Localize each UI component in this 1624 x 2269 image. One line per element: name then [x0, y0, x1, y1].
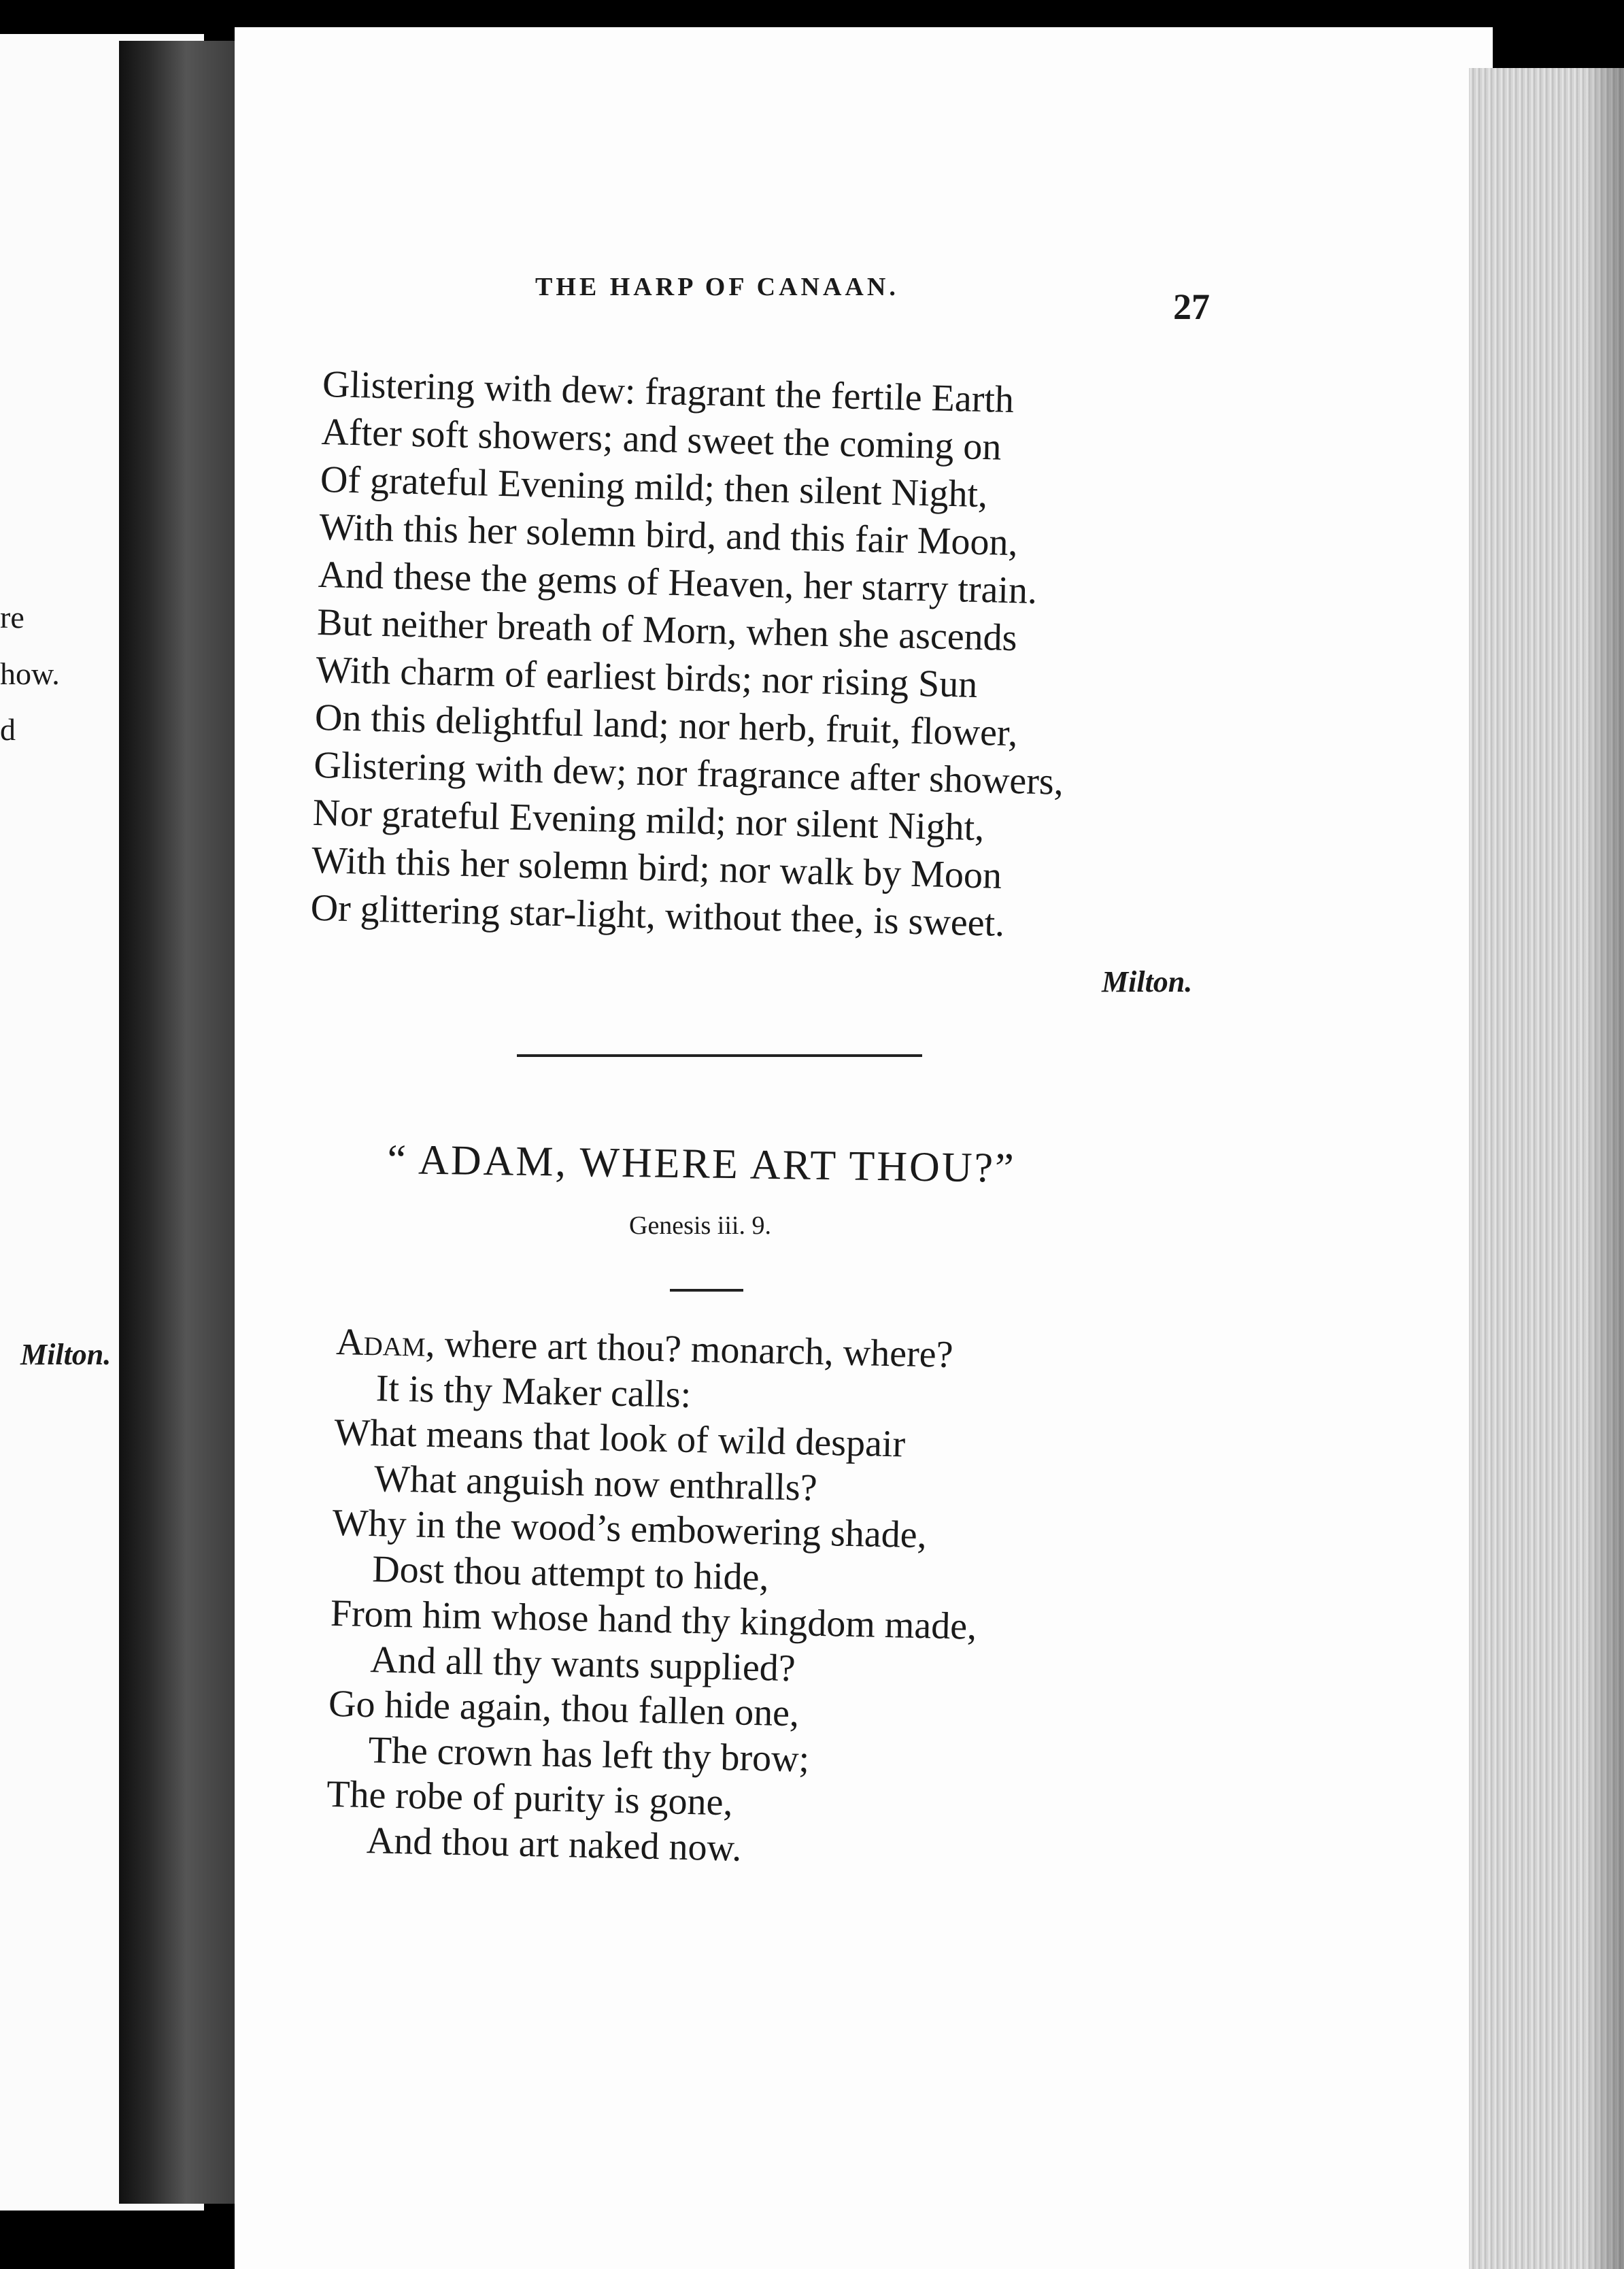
poem-line: And thou art naked now. — [366, 1819, 743, 1870]
poem-line: The crown has left thy brow; — [368, 1728, 810, 1781]
poem-excerpt — [310, 360, 1343, 955]
page-content — [235, 27, 1493, 2269]
poem-line: Or glittering star-light, without thee, is sweet. — [310, 886, 1005, 945]
page-number: 27 — [1173, 286, 1210, 327]
poem-line: Dost thou attempt to hide, — [371, 1547, 770, 1598]
book-gutter — [119, 41, 241, 2204]
left-fragment: how. — [0, 656, 60, 691]
scripture-reference: Genesis iii. 9. — [629, 1211, 771, 1240]
first-word: Adam — [335, 1320, 426, 1365]
main-page — [235, 27, 1493, 2269]
poem-attribution: Milton. — [1102, 965, 1193, 998]
title-rule — [670, 1289, 743, 1292]
poem-body — [325, 1320, 1288, 1882]
first-line-rest: , where art thou? monarch, where? — [425, 1322, 954, 1376]
poem-line: Why in the wood’s embowering shade, — [332, 1501, 928, 1557]
section-divider — [517, 1054, 922, 1057]
poem-line: From him whose hand thy kingdom made, — [330, 1592, 977, 1648]
poem-line: With charm of earliest birds; nor rising Sun — [315, 648, 979, 706]
left-attribution: Milton. — [20, 1338, 112, 1371]
left-fragment: d — [0, 712, 16, 747]
poem-title: “ ADAM, WHERE ART THOU?” — [387, 1136, 1017, 1192]
poem-line: What anguish now enthralls? — [373, 1457, 818, 1509]
poem-line: But neither breath of Morn, when she ascends — [316, 601, 1018, 660]
poem-line: On this delightful land; nor herb, fruit, flower, — [314, 696, 1019, 755]
poem-line: And all thy wants supplied? — [369, 1638, 796, 1690]
poem-line: The robe of purity is gone, — [326, 1772, 734, 1824]
poem-line: With this her solemn bird, and this fair Moon, — [318, 505, 1019, 565]
poem-line: What means that look of wild despair — [333, 1411, 906, 1466]
poem-line: Nor grateful Evening mild; nor silent Night, — [312, 791, 985, 850]
poem-line: With this her solemn bird; nor walk by Moon — [311, 839, 1002, 897]
poem-line: After soft showers; and sweet the coming on — [320, 410, 1002, 469]
poem-line: Glistering with dew; nor fragrance after showers, — [313, 743, 1064, 803]
poem-line: Glistering with dew: fragrant the fertile Earth — [322, 363, 1015, 422]
poem-line: And these the gems of Heaven, her starry train. — [318, 553, 1038, 612]
page-edges-shadow — [1585, 68, 1624, 2269]
left-fragment: re — [0, 600, 24, 635]
poem-line: Go hide again, thou fallen one, — [328, 1682, 800, 1735]
running-title: THE HARP OF CANAAN. — [535, 273, 899, 301]
poem-line: Of grateful Evening mild; then silent Night, — [320, 458, 988, 516]
poem-line: It is thy Maker calls: — [375, 1366, 692, 1416]
